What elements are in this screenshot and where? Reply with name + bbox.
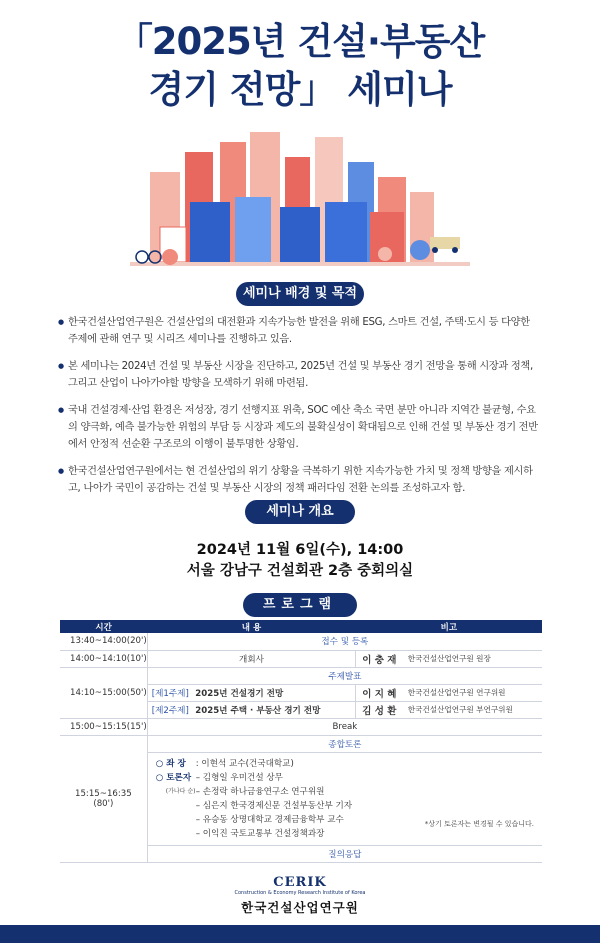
list-item: – 심은지 한국경제신문 건설부동산부 기자 (195, 800, 353, 811)
chair-name: : 이현석 교수(건국대학교) (195, 758, 294, 769)
speaker-affiliation: 한국건설산업연구원 부연구위원 (408, 701, 542, 718)
speaker-affiliation: 한국건설산업연구원 연구위원 (408, 684, 542, 701)
topic-tag: [제1주제] (147, 684, 195, 701)
discussion-duration: (80') (93, 798, 114, 809)
city-illustration (130, 132, 470, 282)
title-line-1: 「2025년 건설·부동산 (115, 20, 485, 63)
table-row (60, 718, 542, 735)
discussion-detail (147, 752, 542, 845)
panel-label: ○ 토론자 (155, 772, 192, 783)
bullet-item: ● 국내 건설경제·산업 환경은 저성장, 경기 선행지표 위축, SOC 예산 축소 국면 분만 아니라 지역간 불균형, 수요의 양극화, 예측 불가능한 위험의 부담 등 시장과 제도의 불확실성이 확대됨으로 인해 건설 및 부동산 경기 전반에서 안정적 선순환 구조로의 이행이 불투명한 상황임. (60, 402, 542, 453)
panel-change-note: *상기 토론자는 변경될 수 있습니다. (424, 819, 534, 828)
row-content: Break (147, 718, 542, 735)
list-item: – 김형일 우미건설 상무 (195, 772, 283, 783)
organizer-logo (0, 875, 600, 916)
header-note: 비고 (356, 620, 542, 633)
row-content: 개회사 (147, 650, 355, 667)
row-content: 주제발표 (147, 667, 542, 684)
speaker-name: 이 충 재 (356, 650, 408, 667)
table-row (60, 633, 542, 650)
page-title (0, 18, 600, 114)
row-content: 질의응답 (147, 845, 542, 862)
chair-row (156, 757, 542, 771)
section-program-heading: 프로그램 (243, 593, 357, 617)
row-time: 14:10~15:00(50') (60, 667, 147, 718)
title-line-2: 경기 전망」 세미나 (148, 68, 452, 111)
speaker-affiliation: 한국건설산업연구원 원장 (408, 650, 542, 667)
logo-korean-name: 한국건설산업연구원 (241, 900, 359, 915)
background-bullets (60, 314, 542, 507)
seminar-place: 서울 강남구 건설회관 2층 중회의실 (186, 563, 414, 579)
speaker-name: 이 지 혜 (356, 684, 408, 701)
bottom-bar (0, 925, 600, 943)
discussion-time: 15:15~16:35 (75, 788, 132, 799)
table-row (60, 650, 542, 667)
bullet-item: ● 본 세미나는 2024년 건설 및 부동산 시장을 진단하고, 2025년 건설 및 부동산 경기 전망을 통해 시장과 정책, 그리고 산업이 나아가야할 방향을 모색하기 위해 마련됨. (60, 358, 542, 392)
list-item: – 손정락 하나금융연구소 연구위원 (195, 786, 325, 797)
chair-label: ○ 좌 장 (155, 758, 186, 769)
list-item: – 이익진 국토교통부 건설정책과장 (195, 828, 325, 839)
row-time: 14:00~14:10(10') (60, 650, 147, 667)
list-item: – 유승동 상명대학교 경제금융학부 교수 (195, 814, 344, 825)
topic-tag: [제2주제] (147, 701, 195, 718)
section-overview-heading: 세미나 개요 (245, 500, 355, 524)
row-time: 13:40~14:00(20') (60, 633, 147, 650)
table-row (60, 735, 542, 752)
table-row (60, 667, 542, 684)
table-header-row (60, 620, 542, 633)
program-table (60, 620, 542, 863)
seminar-date: 2024년 11월 6일(수), 14:00 (196, 542, 404, 558)
row-content: 종합토론 (147, 735, 542, 752)
speaker-name: 김 성 환 (356, 701, 408, 718)
row-time: 15:00~15:15(15') (60, 718, 147, 735)
section-background-heading: 세미나 배경 및 목적 (236, 282, 364, 306)
row-content: 2025년 건설경기 전망 (195, 684, 355, 701)
row-time (60, 735, 147, 862)
panel-list (196, 771, 352, 841)
logo-mark: CERIK (273, 875, 327, 890)
logo-english-name: Construction & Economy Research Institute of Korea (234, 890, 366, 896)
header-time: 시간 (60, 620, 147, 633)
row-content: 접수 및 등록 (147, 633, 542, 650)
bullet-item: ● 한국건설산업연구원에서는 현 건설산업의 위기 상황을 극복하기 위한 지속가능한 가치 및 정책 방향을 제시하고, 나아가 국민이 공감하는 건설 및 부동산 시장의 정책 패러다임 전환 논의를 조성하고자 함. (60, 463, 542, 497)
row-content: 2025년 주택 · 부동산 경기 전망 (195, 701, 355, 718)
bullet-item: ● 한국건설산업연구원은 건설산업의 대전환과 지속가능한 발전을 위해 ESG, 스마트 건설, 주택·도시 등 다양한 주제에 관해 연구 및 시리즈 세미나를 진행하고 있음. (60, 314, 542, 348)
header-content: 내 용 (147, 620, 355, 633)
panel-order-note: (가나다 순) (165, 787, 196, 795)
